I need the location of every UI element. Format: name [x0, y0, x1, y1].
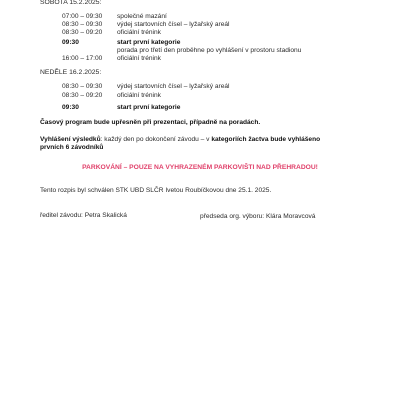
approval-note: Tento rozpis byl schválen STK UBD SLČR Ivetou Roubíčkovou dne 25.1. 2025. [40, 187, 272, 194]
row-desc: oficiální trénink [117, 29, 161, 36]
program-note: Časový program bude upřesněn při prezentaci, případně na poradách. [40, 119, 261, 126]
row-desc: porada pro třetí den proběhne po vyhlášení v prostoru stadionu [117, 47, 302, 54]
results-text: : každý den po dokončení závodu – v [100, 136, 212, 143]
schedule-row [40, 56, 380, 64]
row-time: 08:30 – 09:30 [62, 83, 103, 90]
row-desc: oficiální trénink [117, 55, 161, 62]
row-time: 08:30 – 09:20 [62, 92, 103, 99]
row-time: 09:30 [62, 104, 79, 111]
parking-warning: PARKOVÁNÍ – POUZE NA VYHRAZENÉM PARKOVIŠTI NAD PŘEHRADOU! [82, 164, 318, 171]
saturday-heading: SOBOTA 15.2.2025: [40, 0, 102, 6]
sunday-heading: NEDĚLE 16.2.2025: [40, 69, 102, 76]
row-time: 09:30 [62, 39, 79, 46]
row-time: 08:30 – 09:30 [62, 21, 103, 28]
results-line-2: prvních 6 závodníků [40, 144, 104, 151]
row-time: 07:00 – 09:30 [62, 13, 103, 20]
chair-signature-line: předseda org. výboru: Klára Moravcová [200, 213, 316, 220]
row-desc: výdej startovních čísel – lyžařský areál [117, 83, 230, 90]
director-signature-line: ředitel závodu: Petra Skalická [40, 212, 127, 219]
row-time: 16:00 – 17:00 [62, 55, 103, 62]
results-announcement [40, 137, 320, 144]
schedule-row [40, 93, 380, 101]
schedule-row-highlight [40, 105, 380, 113]
schedule-row [40, 30, 380, 38]
results-label: Vyhlášení výsledků [40, 136, 101, 143]
row-desc: výdej startovních čísel – lyžařský areál [117, 21, 230, 28]
row-desc: společné mazání [117, 13, 167, 20]
row-desc: oficiální trénink [117, 92, 161, 99]
row-time: 08:30 – 09:20 [62, 29, 103, 36]
row-desc: start první kategorie [117, 104, 181, 111]
row-desc: start první kategorie [117, 39, 181, 46]
results-text-bold: kategoriích žactva bude vyhlášeno [211, 136, 321, 143]
schedule-row [40, 84, 380, 92]
